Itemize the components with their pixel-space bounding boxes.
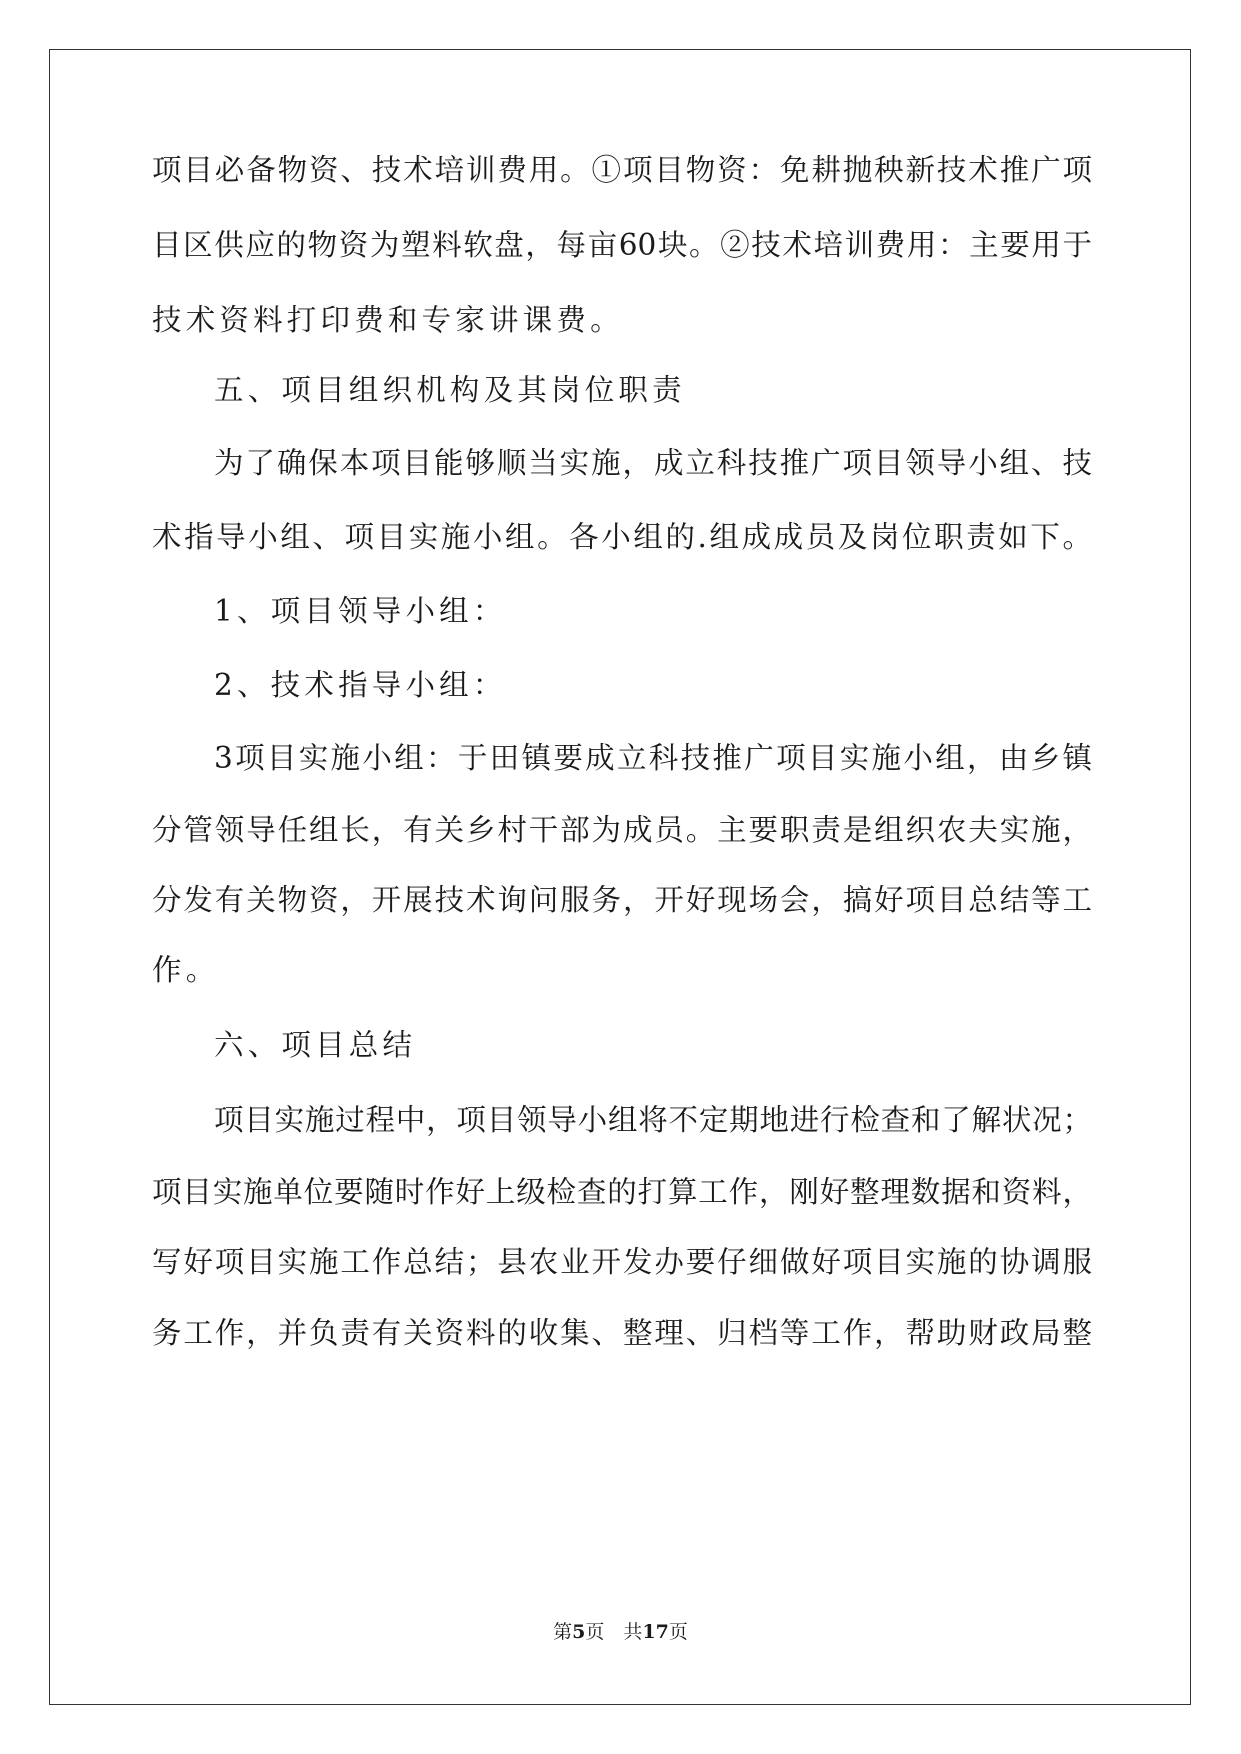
total-pages: 17: [642, 1621, 669, 1643]
text-line: 3项目实施小组：于田镇要成立科技推广项目实施小组，由乡镇: [214, 741, 1092, 775]
page-number: 5: [572, 1621, 586, 1643]
footer-suffix: 页: [668, 1621, 688, 1643]
text-line: 作。: [152, 953, 220, 987]
text-line: 分管领导任组长，有关乡村干部为成员。主要职责是组织农夫实施，: [152, 813, 1092, 847]
list-item: 1、项目领导小组：: [214, 594, 507, 628]
footer-middle: 页 共: [585, 1621, 643, 1643]
text-line: 务工作，并负责有关资料的收集、整理、归档等工作，帮助财政局整: [152, 1316, 1092, 1350]
text-line: 分发有关物资，开展技术询问服务，开好现场会，搞好项目总结等工: [152, 883, 1092, 917]
list-item: 2、技术指导小组：: [214, 668, 507, 702]
text-line: 目区供应的物资为塑料软盘，每亩60块。②技术培训费用：主要用于: [152, 228, 1092, 262]
text-line: 项目实施过程中，项目领导小组将不定期地进行检查和了解状况；: [214, 1103, 1092, 1137]
page-border: [49, 49, 1191, 1705]
text-line: 项目必备物资、技术培训费用。①项目物资：免耕抛秧新技术推广项: [152, 153, 1092, 187]
text-line: 写好项目实施工作总结；县农业开发办要仔细做好项目实施的协调服: [152, 1245, 1092, 1279]
page-footer: [0, 1620, 1241, 1644]
section-heading: 六、项目总结: [214, 1028, 417, 1062]
footer-prefix: 第: [553, 1621, 573, 1643]
text-line: 项目实施单位要随时作好上级检查的打算工作，刚好整理数据和资料，: [152, 1175, 1092, 1209]
text-line: 为了确保本项目能够顺当实施，成立科技推广项目领导小组、技: [214, 446, 1092, 480]
section-heading: 五、项目组织机构及其岗位职责: [214, 373, 686, 407]
text-line: 技术资料打印费和专家讲课费。: [152, 303, 624, 337]
text-line: 术指导小组、项目实施小组。各小组的.组成成员及岗位职责如下。: [152, 520, 1092, 554]
